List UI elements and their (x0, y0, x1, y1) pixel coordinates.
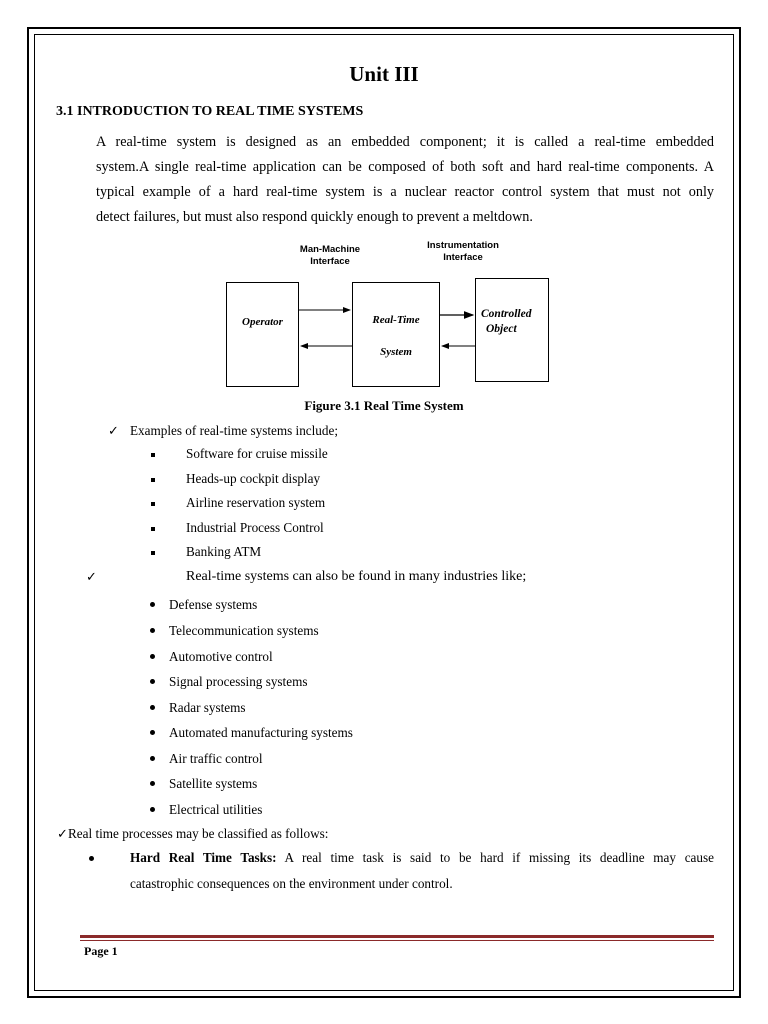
check-icon: ✓ (86, 569, 98, 584)
intro-line: detect failures, but must also respond quickly enough to prevent a meltdown. (96, 209, 533, 225)
page-number: Page 1 (84, 944, 118, 958)
object-label: Object (486, 323, 517, 335)
bullet-icon (150, 756, 155, 761)
list-item: Automotive control (169, 649, 273, 664)
list-item: Electrical utilities (169, 802, 263, 817)
industries-intro: Real-time systems can also be found in many industries like; (186, 569, 527, 584)
bullet-icon (150, 730, 155, 735)
square-bullet-icon (151, 527, 155, 531)
check-icon: ✓ (108, 423, 120, 438)
list-item: Banking ATM (186, 544, 262, 559)
bullet-icon (150, 654, 155, 659)
system-label: System (380, 346, 412, 358)
intro-line: A real-time system is designed as an embedded component; it is called a real-time embedded (96, 134, 714, 150)
bullet-icon (150, 602, 155, 607)
instrumentation-interface-label: Instrumentation Interface (427, 240, 499, 263)
real-time-label: Real-Time (372, 314, 420, 326)
footer-rule (80, 935, 714, 938)
hard-tasks-definition: A real time task is said to be hard if missing its deadline may cause (284, 850, 714, 865)
square-bullet-icon (151, 453, 155, 457)
square-bullet-icon (151, 478, 155, 482)
operator-label: Operator (242, 316, 283, 328)
intro-line: typical example of a hard real-time system is a nuclear reactor control system that must not only (96, 184, 714, 200)
diagram-arrows (0, 0, 768, 420)
hard-tasks-line (130, 850, 714, 866)
list-item: Air traffic control (169, 751, 263, 766)
square-bullet-icon (151, 502, 155, 506)
bullet-icon (150, 807, 155, 812)
bullet-icon (150, 705, 155, 710)
man-machine-interface-label: Man-Machine Interface (299, 244, 361, 267)
list-item: Heads-up cockpit display (186, 471, 321, 486)
list-item: Automated manufacturing systems (169, 725, 353, 740)
list-item: Radar systems (169, 700, 246, 715)
examples-intro: Examples of real-time systems include; (130, 423, 339, 438)
bullet-icon (150, 781, 155, 786)
controlled-label: Controlled (481, 308, 532, 320)
check-icon: ✓ (57, 826, 69, 841)
section-heading: 3.1 INTRODUCTION TO REAL TIME SYSTEMS (56, 104, 364, 119)
list-item: Telecommunication systems (169, 623, 319, 638)
hard-tasks-term: Hard Real Time Tasks: (130, 850, 277, 865)
document-title: Unit III (349, 62, 419, 86)
figure-caption: Figure 3.1 Real Time System (304, 398, 464, 413)
list-item: Signal processing systems (169, 674, 308, 689)
list-item: Airline reservation system (186, 495, 326, 510)
list-item: Industrial Process Control (186, 520, 324, 535)
intro-line: system.A single real-time application can be composed of both soft and hard real-time components. A (96, 159, 714, 175)
classify-intro: Real time processes may be classified as follows: (68, 826, 329, 841)
square-bullet-icon (151, 551, 155, 555)
list-item: Defense systems (169, 597, 258, 612)
list-item: Software for cruise missile (186, 446, 328, 461)
hard-tasks-line-2: catastrophic consequences on the environment under control. (130, 876, 453, 891)
list-item: Satellite systems (169, 776, 258, 791)
bullet-icon (89, 856, 94, 861)
footer-rule-thin (80, 940, 714, 941)
bullet-icon (150, 628, 155, 633)
bullet-icon (150, 679, 155, 684)
